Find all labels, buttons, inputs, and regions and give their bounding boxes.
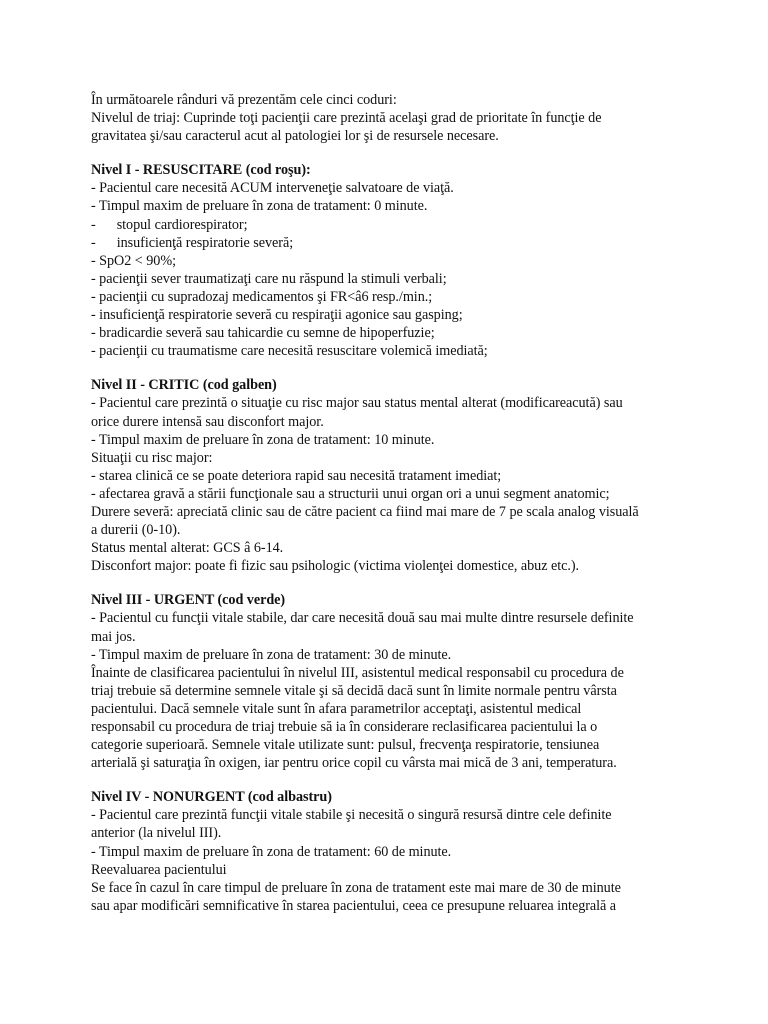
bullet-dash: - (91, 234, 96, 251)
text-line: - Pacientul care prezintă o situaţie cu risc major sau status mental alterat (modificareacută) sau (91, 395, 623, 412)
level-2-section (91, 376, 728, 575)
text-line: Durere severă: apreciată clinic sau de către pacient ca fiind mai mare de 7 pe scala analog visuală (91, 503, 639, 520)
text-line: categorie superioară. Semnele vitale utilizate sunt: pulsul, frecvenţa respiratorie, tensiunea (91, 737, 600, 754)
text-line: anterior (la nivelul III). (91, 825, 222, 842)
text-line: - starea clinică ce se poate deteriora rapid sau necesită tratament imediat; (91, 467, 502, 484)
text-line: Reevaluarea pacientului (91, 861, 227, 878)
level-1-section (91, 161, 728, 360)
intro-line: gravitatea şi/sau caracterul acut al patologiei lor şi de resursele necesare. (91, 128, 499, 145)
text-line: responsabil cu procedura de triaj trebuie să ia în considerare reclasificarea pacientului la o (91, 719, 598, 735)
text-line: - insuficienţă respiratorie severă cu respiraţii agonice sau gasping; (91, 307, 463, 324)
text-line: triaj trebuie să determine semnele vitale şi să decidă dacă sunt în limite normale pentru vârsta (91, 682, 617, 699)
text-line: - Timpul maxim de preluare în zona de tratament: 60 de minute. (91, 843, 452, 860)
bullet-line (91, 234, 728, 252)
text-line: - pacienţii sever traumatizaţi care nu răspund la stimuli verbali; (91, 270, 447, 287)
text-line: Înainte de clasificarea pacientului în nivelul III, asistentul medical responsabil cu procedura de (91, 664, 624, 681)
text-line: Status mental alterat: GCS â 6-14. (91, 540, 284, 557)
intro-line: În următoarele rânduri vă prezentăm cele cinci coduri: (91, 92, 397, 108)
level-3-section (91, 591, 728, 772)
text-line: - Timpul maxim de preluare în zona de tratament: 30 de minute. (91, 646, 452, 663)
bullet-text: stopul cardiorespirator; (116, 216, 248, 233)
intro-section (91, 91, 728, 145)
text-line: arterială şi saturaţia în oxigen, iar pentru orice copil cu vârsta mai mică de 3 ani, temperatura. (91, 755, 617, 772)
text-line: mai jos. (91, 628, 136, 645)
text-line: - Pacientul care prezintă funcţii vitale stabile şi necesită o singură resursă dintre cele definite (91, 807, 612, 824)
text-line: pacientului. Dacă semnele vitale sunt în afara parametrilor acceptaţi, asistentul medical (91, 700, 582, 717)
text-line: - SpO2 < 90%; (91, 252, 176, 269)
level-3-heading: Nivel III - URGENT (cod verde) (91, 592, 286, 609)
text-line: - Pacientul care necesită ACUM interveneţie salvatoare de viaţă. (91, 180, 454, 197)
level-1-heading: Nivel I - RESUSCITARE (cod roşu): (91, 162, 311, 179)
text-line: - bradicardie severă sau tahicardie cu semne de hipoperfuzie; (91, 325, 435, 342)
text-line: a durerii (0-10). (91, 522, 181, 539)
text-line: orice durere intensă sau disconfort major. (91, 413, 324, 430)
level-4-section (91, 788, 728, 915)
text-line: - Timpul maxim de preluare în zona de tratament: 10 minute. (91, 431, 435, 448)
bullet-dash: - (91, 216, 96, 233)
level-4-heading: Nivel IV - NONURGENT (cod albastru) (91, 789, 332, 806)
text-line: Situaţii cu risc major: (91, 449, 213, 466)
text-line: - pacienţii cu supradozaj medicamentos şi FR<â6 resp./min.; (91, 288, 433, 305)
text-line: - Timpul maxim de preluare în zona de tratament: 0 minute. (91, 198, 428, 215)
text-line: Se face în cazul în care timpul de preluare în zona de tratament este mai mare de 30 de minute (91, 879, 621, 896)
bullet-text: insuficienţă respiratorie severă; (116, 234, 294, 251)
text-line: - Pacientul cu funcţii vitale stabile, dar care necesită două sau mai multe dintre resursele definite (91, 610, 634, 627)
text-line: - pacienţii cu traumatisme care necesită resuscitare volemică imediată; (91, 343, 488, 360)
intro-line: Nivelul de triaj: Cuprinde toţi pacienţii care prezintă acelaşi grad de prioritate în funcţie de (91, 110, 602, 127)
level-2-heading: Nivel II - CRITIC (cod galben) (91, 377, 277, 394)
bullet-line (91, 216, 728, 234)
text-line: sau apar modificări semnificative în starea pacientului, ceea ce presupune reluarea integrală a (91, 897, 617, 914)
text-line: - afectarea gravă a stării funcţionale sau a structurii unui organ ori a unui segment anatomic; (91, 485, 610, 502)
text-line: Disconfort major: poate fi fizic sau psihologic (victima violenţei domestice, abuz etc.). (91, 558, 580, 575)
